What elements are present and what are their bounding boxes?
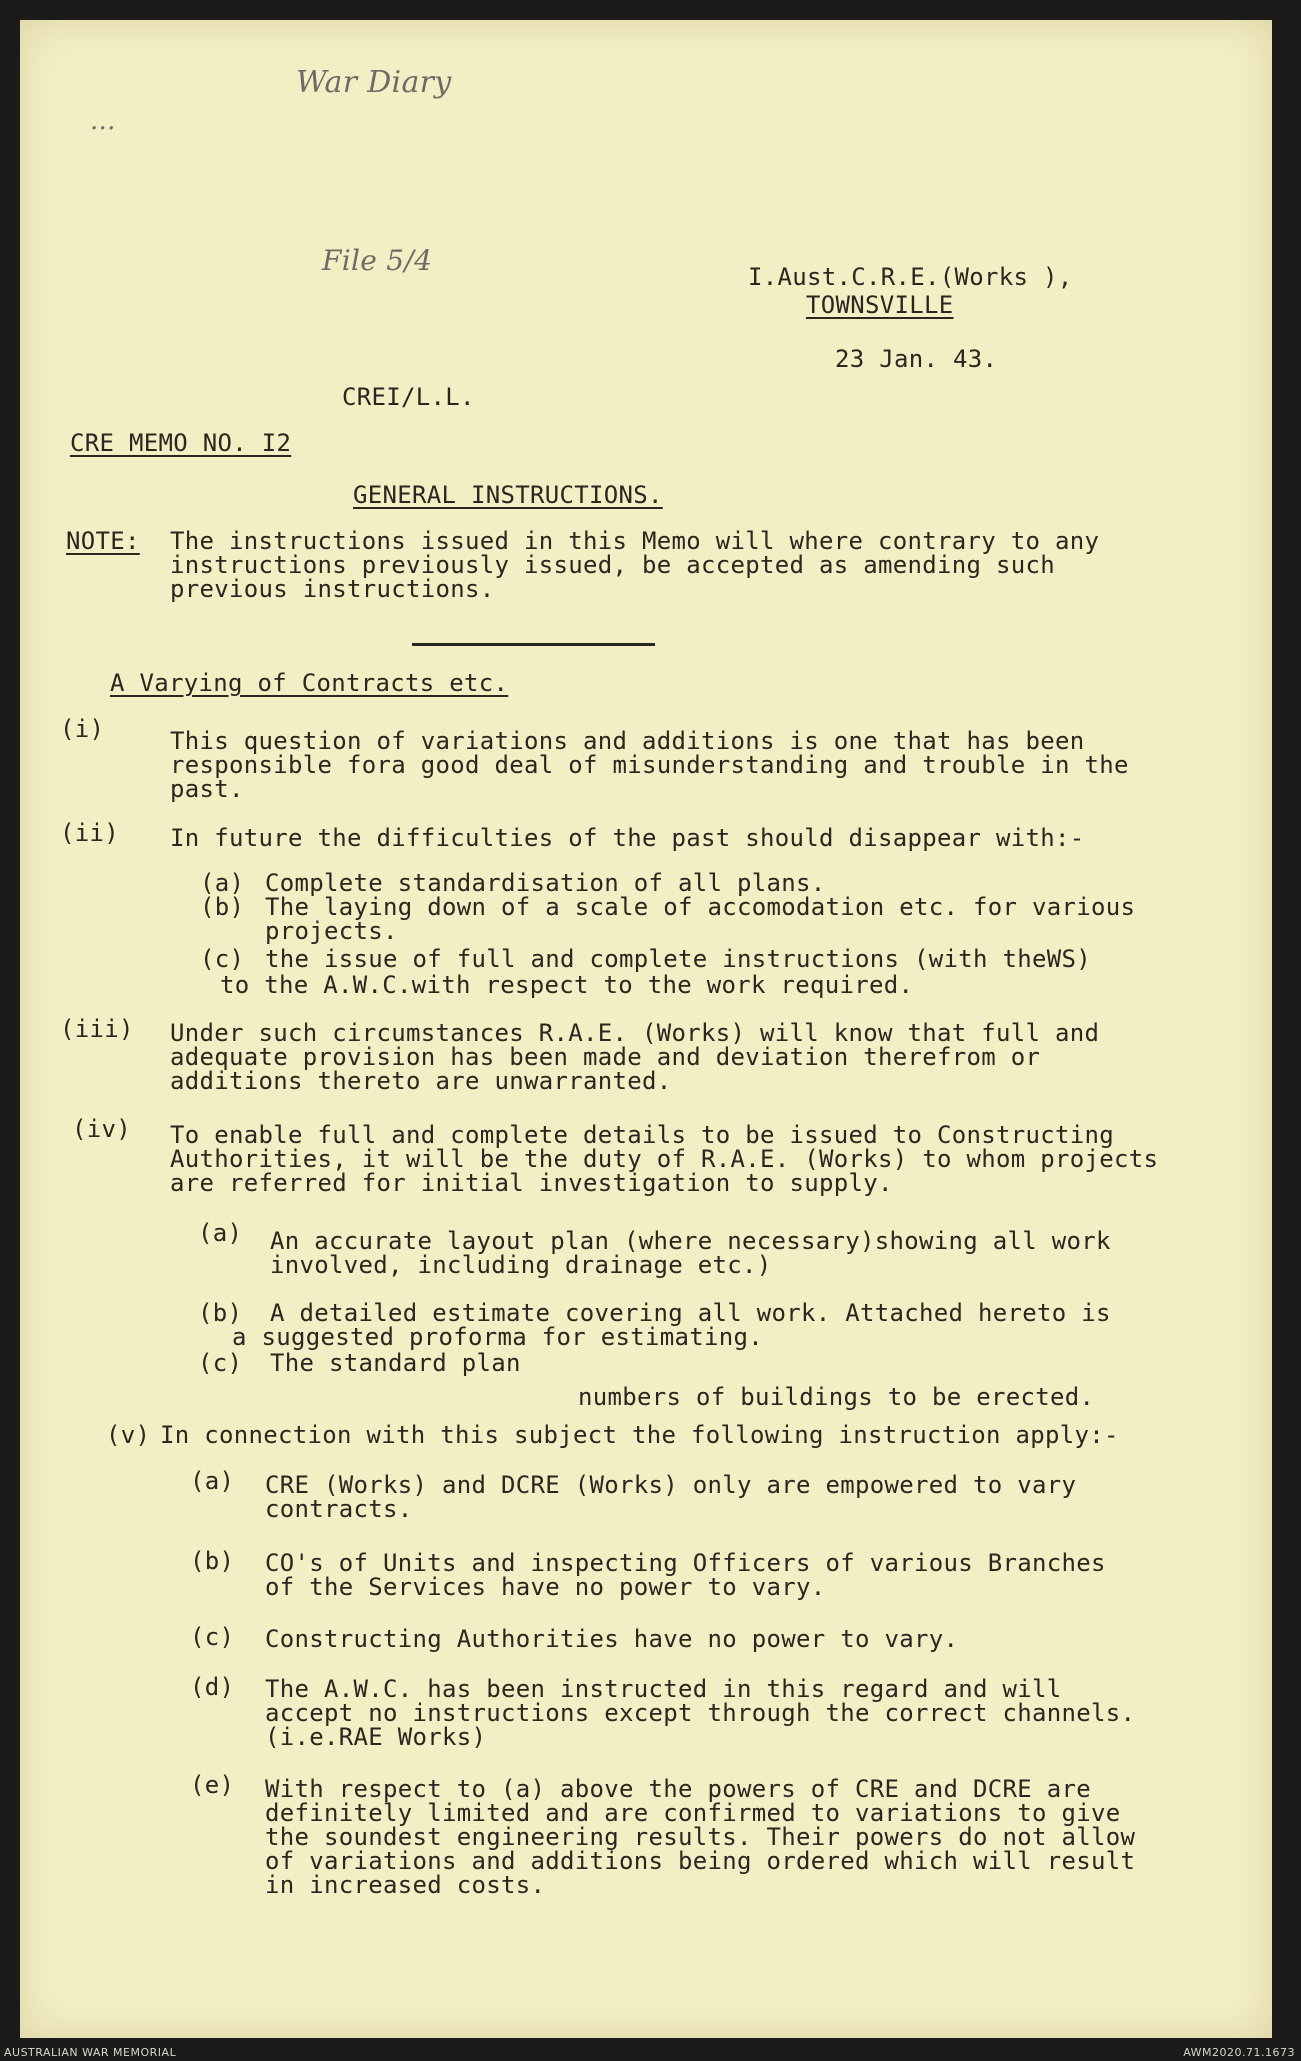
file-reference: CREI/L.L. [342, 383, 475, 411]
footer-accession-number: AWM2020.71.1673 [1183, 2046, 1295, 2059]
item-label: (b) [198, 1299, 243, 1327]
divider-rule [412, 643, 655, 646]
item-line: the issue of full and complete instructions (with theWS) [265, 945, 1091, 973]
para-line: In future the difficulties of the past should disappear with:- [170, 824, 1085, 852]
item-label: (c) [200, 945, 245, 973]
item-line: definitely limited and are confirmed to variations to give [265, 1799, 1121, 1827]
para-line: adequate provision has been made and deviation therefrom or [170, 1043, 1041, 1071]
para-line: To enable full and complete details to be issued to Constructing [170, 1121, 1114, 1149]
para-number: (i) [60, 715, 105, 743]
item-line: Constructing Authorities have no power to vary. [265, 1625, 959, 1653]
item-label: (e) [190, 1771, 235, 1799]
item-label: (b) [200, 893, 245, 921]
para-number: (v) [106, 1421, 151, 1449]
item-line: With respect to (a) above the powers of CRE and DCRE are [265, 1775, 1091, 1803]
para-number: (ii) [60, 819, 119, 847]
item-label: (a) [190, 1467, 235, 1495]
item-label: (a) [198, 1219, 243, 1247]
handwritten-marks: ... [90, 106, 116, 136]
handwritten-war-diary: War Diary [296, 65, 452, 100]
para-line: Under such circumstances R.A.E. (Works) will know that full and [170, 1019, 1100, 1047]
footer-archive-name: AUSTRALIAN WAR MEMORIAL [4, 2046, 177, 2059]
item-line: a suggested proforma for estimating. [232, 1323, 763, 1351]
para-line: are referred for initial investigation to supply. [170, 1169, 893, 1197]
note-line: previous instructions. [170, 575, 495, 603]
item-line: The A.W.C. has been instructed in this regard and will [265, 1675, 1062, 1703]
note-line: The instructions issued in this Memo will where contrary to any [170, 527, 1100, 555]
item-label: (d) [190, 1673, 235, 1701]
para-line: additions thereto are unwarranted. [170, 1067, 672, 1095]
memo-number: CRE MEMO NO. I2 [70, 429, 292, 457]
item-line: The laying down of a scale of accomodation etc. for various [265, 893, 1136, 921]
place-name: TOWNSVILLE [806, 291, 954, 319]
note-line: instructions previously issued, be accepted as amending such [170, 551, 1055, 579]
item-line: to the A.W.C.with respect to the work required. [220, 971, 914, 999]
note-label: NOTE: [66, 527, 140, 555]
para-line: Authorities, it will be the duty of R.A.E. (Works) to whom projects [170, 1145, 1159, 1173]
item-line: The standard plan [270, 1349, 521, 1377]
para-line: past. [170, 775, 244, 803]
item-line: the soundest engineering results. Their powers do not allow [265, 1823, 1136, 1851]
item-line: of the Services have no power to vary. [265, 1573, 826, 1601]
item-line: accept no instructions except through the correct channels. [265, 1699, 1136, 1727]
para-line: This question of variations and additions is one that has been [170, 727, 1085, 755]
item-line: CO's of Units and inspecting Officers of various Branches [265, 1549, 1106, 1577]
date: 23 Jan. 43. [835, 345, 998, 373]
item-line: An accurate layout plan (where necessary)showing all work [270, 1227, 1111, 1255]
item-line: of variations and additions being ordered which will result [265, 1847, 1136, 1875]
item-line: A detailed estimate covering all work. Attached hereto is [270, 1299, 1111, 1327]
item-line: contracts. [265, 1495, 413, 1523]
item-label: (c) [190, 1623, 235, 1651]
item-line: (i.e.RAE Works) [265, 1723, 487, 1751]
item-line: numbers of buildings to be erected. [578, 1383, 1095, 1411]
item-label: (c) [198, 1349, 243, 1377]
unit-name: I.Aust.C.R.E.(Works ), [748, 263, 1073, 291]
para-number: (iv) [72, 1115, 131, 1143]
para-line: responsible fora good deal of misunderstanding and trouble in the [170, 751, 1129, 779]
para-number: (iii) [60, 1015, 134, 1043]
handwritten-file-ref: File 5/4 [322, 244, 433, 277]
item-line: CRE (Works) and DCRE (Works) only are empowered to vary [265, 1471, 1077, 1499]
para-line: In connection with this subject the following instruction apply:- [160, 1421, 1119, 1449]
document-page [20, 20, 1272, 2038]
section-heading: A Varying of Contracts etc. [110, 669, 509, 697]
item-line: involved, including drainage etc.) [270, 1251, 772, 1279]
page-title: GENERAL INSTRUCTIONS. [353, 481, 663, 509]
item-line: projects. [265, 917, 398, 945]
item-line: Complete standardisation of all plans. [265, 869, 826, 897]
item-label: (b) [190, 1547, 235, 1575]
item-label: (a) [200, 869, 245, 897]
item-line: in increased costs. [265, 1871, 546, 1899]
